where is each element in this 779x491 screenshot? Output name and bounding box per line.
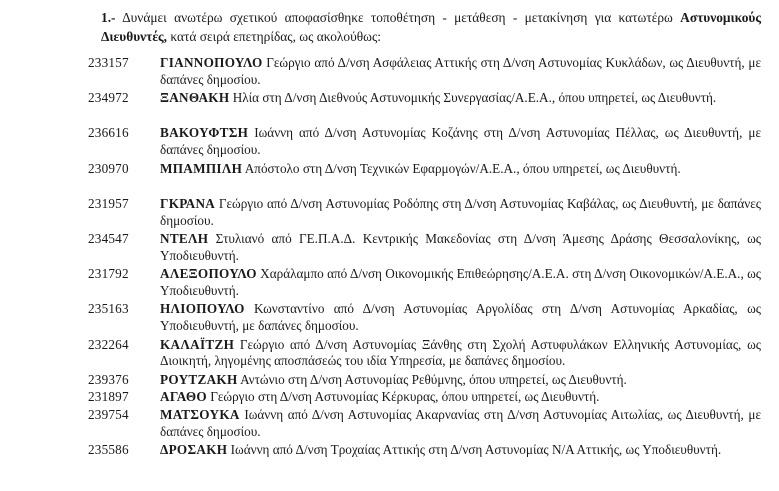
intro-bold-text: Αστυνομικούς Διευθυντές,: [101, 10, 761, 44]
intro-paragraph: [101, 8, 761, 46]
entry-details: Ιωάννη από Δ/νση Τροχαίας Αττικής στη Δ/νση Αστυνομίας Ν/Α Αττικής, ως Υποδιευθυντή.: [227, 442, 722, 458]
entry-text: [160, 196, 761, 230]
list-item: [0, 389, 779, 407]
section-number: 1.-: [101, 10, 116, 25]
entry-number: 232264: [88, 336, 129, 352]
entry-surname: ΝΤΕΛΗ: [160, 230, 209, 246]
entry-details: Γεώργιο από Δ/νση Αστυνομίας Ροδόπης στη Δ/νση Αστυνομίας Καβάλας, ως Διευθυντή, με δαπάνες δημοσίου.: [160, 195, 761, 228]
intro-text: Δυνάμει ανωτέρω σχετικού αποφασίσθηκε τοποθέτηση - μετάθεση - μετακίνηση για κατωτέρω: [122, 10, 673, 25]
entry-surname: ΡΟΥΤΖΑΚΗ: [160, 371, 238, 387]
entry-details: Γεώργιο από Δ/νση Ασφάλειας Αττικής στη Δ/νση Αστυνομίας Κυκλάδων, ως Διευθυντή, με δαπάνες δημοσίου.: [160, 55, 761, 87]
entry-surname: ΞΑΝΘΑΚΗ: [160, 90, 230, 106]
entry-number: 231957: [88, 195, 129, 211]
intro-rest-text: κατά σειρά επετηρίδας, ως ακολούθως:: [167, 29, 381, 44]
entry-surname: ΓΙΑΝΝΟΠΟΥΛΟ: [160, 55, 263, 70]
entry-text: [160, 372, 761, 389]
entry-details: Γεώργιο από Δ/νση Αστυνομίας Ξάνθης στη Σχολή Αστυφυλάκων Ελληνικής Αστυνομίας, ως Διοικητή, ληγομένης αποσπάσεώς του ιδία Υπηρεσία, με δαπάνες δημοσίου.: [160, 336, 761, 369]
entry-details: Χαράλαμπο από Δ/νση Οικονομικής Επιθεώρησης/Α.Ε.Α. στη Δ/νση Οικονομικών/Α.Ε.Α., ως Υποδιευθυντή.: [160, 266, 761, 298]
list-item: [0, 196, 779, 231]
list-item: [0, 301, 779, 336]
list-item: [0, 231, 779, 266]
entry-details: Κωνσταντίνο από Δ/νση Αστυνομίας Αργολίδας στη Δ/νση Αστυνομίας Αρκαδίας, ως Υποδιευθυντή, με δαπάνες δημοσίου.: [160, 301, 761, 334]
entry-details: Ιωάννη από Δ/νση Αστυνομίας Ακαρνανίας στη Δ/νση Αστυνομίας Αιτωλίας, ως Διευθυντή, με δαπάνες δημοσίου.: [160, 406, 761, 439]
list-item: [0, 125, 779, 160]
entry-surname: ΗΛΙΟΠΟΥΛΟ: [160, 301, 245, 317]
list-item: [0, 90, 779, 125]
entry-number: 234972: [88, 90, 129, 106]
entry-text: [160, 125, 761, 159]
entry-number: 231897: [88, 389, 129, 405]
entry-surname: ΔΡΟΣΑΚΗ: [160, 442, 228, 458]
entry-text: [160, 389, 761, 406]
entry-number: 235586: [88, 442, 129, 458]
entry-surname: ΜΑΤΣΟΥΚΑ: [160, 406, 240, 422]
list-item: [0, 55, 779, 90]
entry-surname: ΑΓΑΘΟ: [160, 389, 207, 405]
entries-list: [0, 55, 779, 477]
entry-details: Γεώργιο στη Δ/νση Αστυνομίας Κέρκυρας, όπου υπηρετεί, ως Διευθυντή.: [206, 389, 600, 405]
entry-number: 234547: [88, 230, 129, 246]
list-item: [0, 372, 779, 390]
entry-text: [160, 55, 761, 89]
list-item: [0, 161, 779, 196]
entry-number: 233157: [88, 55, 129, 70]
entry-text: [160, 90, 761, 107]
entry-number: 231792: [88, 266, 129, 282]
entry-text: [160, 337, 761, 371]
entry-surname: ΜΠΑΜΠΙΛΗ: [160, 160, 243, 176]
entry-text: [160, 301, 761, 335]
entry-details: Ιωάννη από Δ/νση Αστυνομίας Κοζάνης στη Δ/νση Αστυνομίας Πέλλας, ως Διευθυντή, με δαπάνες δημοσίου.: [160, 125, 761, 158]
entry-surname: ΓΚΡΑΝΑ: [160, 195, 216, 211]
list-item: [0, 442, 779, 477]
entry-number: 239754: [88, 406, 129, 422]
list-item: [0, 407, 779, 442]
list-item: [0, 337, 779, 372]
entry-text: [160, 407, 761, 441]
entry-details: Στυλιανό από ΓΕ.Π.Α.Δ. Κεντρικής Μακεδονίας στη Δ/νση Άμεσης Δράσης Θεσσαλονίκης, ως Υποδιευθυντή.: [160, 230, 761, 263]
entry-text: [160, 161, 761, 178]
entry-surname: ΒΑΚΟΥΦΤΣΗ: [160, 125, 249, 141]
entry-text: [160, 266, 761, 300]
entry-number: 230970: [88, 160, 129, 176]
entry-details: Αντώνιο στη Δ/νση Αστυνομίας Ρεθύμνης, όπου υπηρετεί, ως Διευθυντή.: [237, 371, 627, 387]
entry-surname: ΑΛΕΞΟΠΟΥΛΟ: [160, 266, 257, 282]
entry-number: 236616: [88, 125, 129, 141]
list-item: [0, 266, 779, 301]
entry-text: [160, 442, 761, 459]
entry-details: Απόστολο στη Δ/νση Τεχνικών Εφαρμογών/Α.Ε.Α., όπου υπηρετεί, ως Διευθυντή.: [242, 160, 681, 176]
entry-number: 239376: [88, 371, 129, 387]
entry-surname: ΚΑΛΑΪΤΖΗ: [160, 336, 235, 352]
entry-number: 235163: [88, 301, 129, 317]
entry-text: [160, 231, 761, 265]
entry-details: Ηλία στη Δ/νση Διεθνούς Αστυνομικής Συνεργασίας/Α.Ε.Α., όπου υπηρετεί, ως Διευθυντή.: [229, 90, 717, 106]
